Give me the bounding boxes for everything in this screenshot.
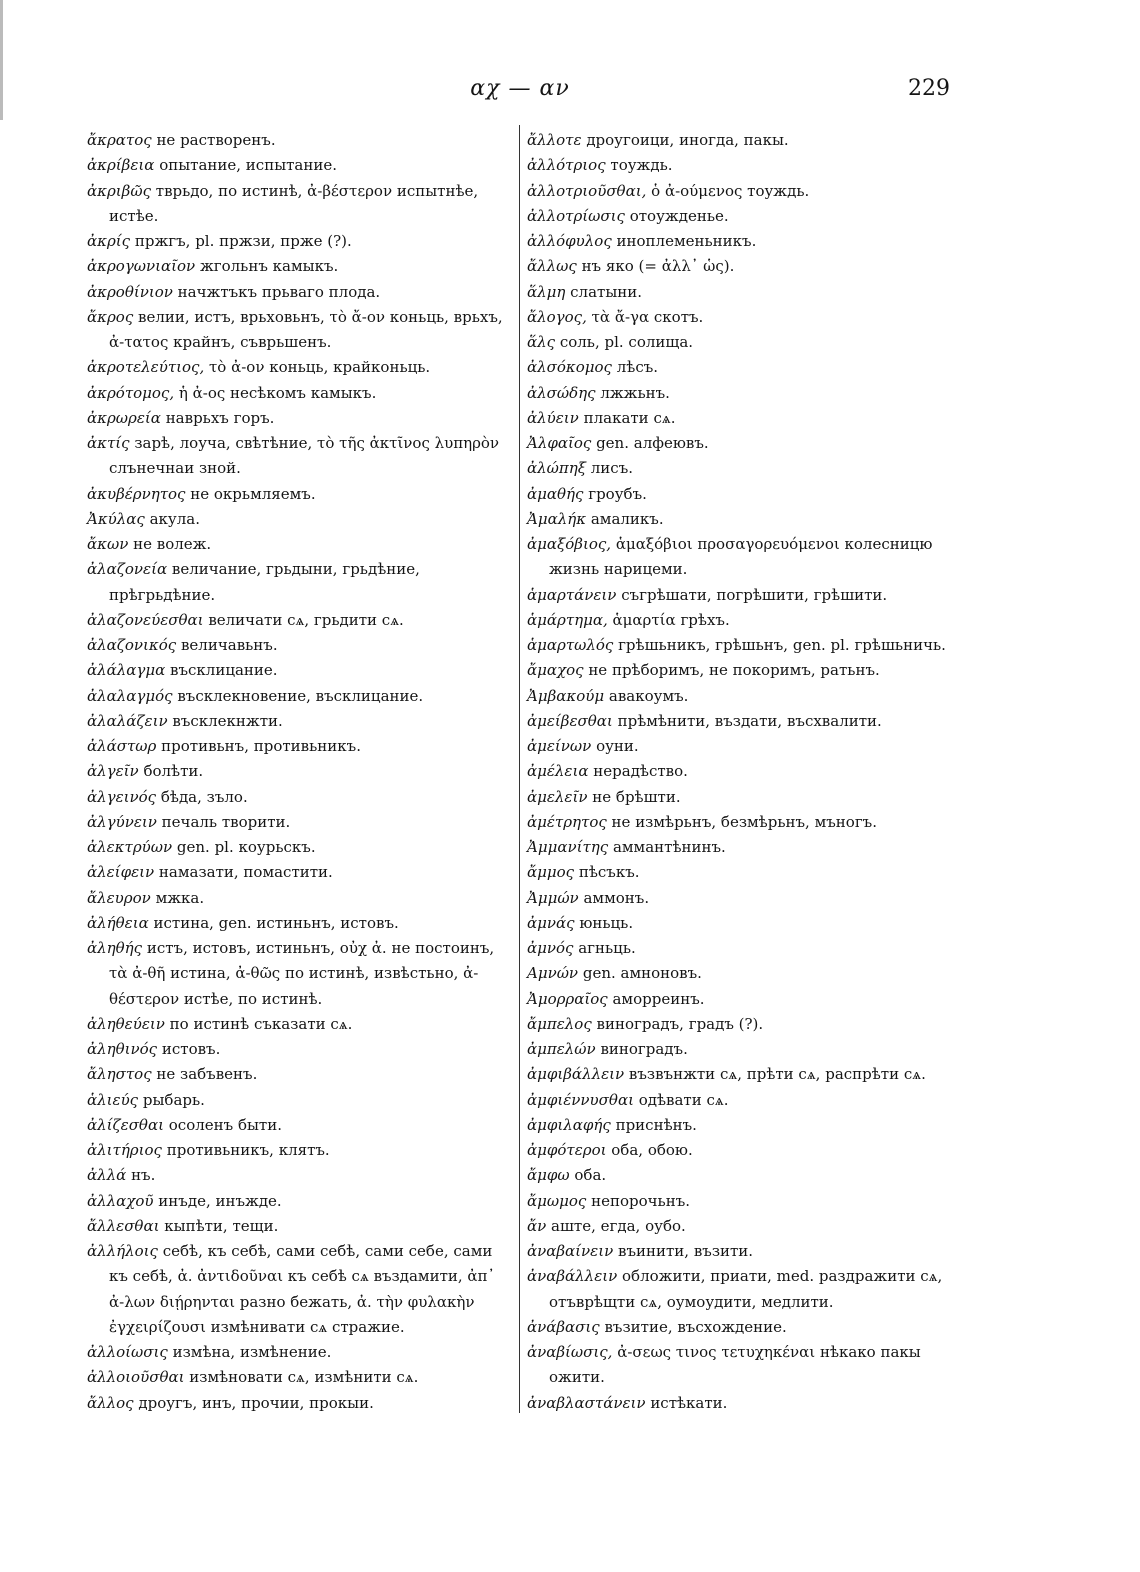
entry-gloss: τὸ ἀ-ον коньць, крайконьць. — [209, 358, 431, 377]
entry-headword: ἀλλόφυλος — [527, 232, 612, 250]
dictionary-entry — [527, 1189, 952, 1214]
entry-gloss: аморреинъ. — [612, 989, 705, 1008]
dictionary-entry — [527, 355, 952, 380]
entry-headword: ἀναβίωσις, — [527, 1343, 613, 1361]
entry-headword: ἀκρότομος, — [87, 383, 175, 402]
dictionary-entry — [87, 1391, 512, 1416]
entry-gloss: приснѣнъ. — [615, 1115, 697, 1134]
entry-headword: Ἀμαλήκ — [527, 509, 587, 528]
entry-gloss: не забъвенъ. — [156, 1065, 258, 1084]
left-column — [87, 128, 512, 1416]
dictionary-entry — [527, 835, 952, 860]
entry-gloss: аммонъ. — [583, 888, 650, 907]
dictionary-entry — [87, 1214, 512, 1239]
entry-headword: ἀμπελών — [527, 1040, 596, 1058]
entry-headword: ἀμέλεια — [527, 762, 589, 781]
dictionary-entry — [87, 633, 512, 658]
entry-headword: ἀληθεύειν — [87, 1014, 165, 1033]
dictionary-entry — [527, 810, 952, 835]
entry-headword: ἄμπελος — [527, 1014, 592, 1033]
dictionary-entry — [527, 431, 952, 456]
entry-gloss: лисъ. — [590, 459, 634, 478]
entry-gloss: аште, егда, оубо. — [551, 1216, 686, 1235]
dictionary-entry — [87, 557, 512, 608]
dictionary-entry — [87, 254, 512, 279]
entry-gloss: юньць. — [579, 913, 634, 932]
entry-headword: ἄλλως — [527, 257, 577, 276]
entry-headword: ἀλλοιοῦσθαι — [87, 1368, 185, 1387]
entry-headword: ἄμωμος — [527, 1191, 587, 1210]
entry-gloss: жгольнъ камыкъ. — [199, 257, 339, 276]
entry-gloss: gen. алфеювъ. — [596, 434, 709, 452]
dictionary-entry — [527, 1340, 952, 1391]
dictionary-entry — [527, 936, 952, 961]
entry-headword: Ἀμβακούμ — [527, 686, 605, 705]
entry-gloss: опытание, испытание. — [159, 156, 338, 175]
entry-headword: ἀμνός — [527, 939, 574, 957]
dictionary-entry — [87, 658, 512, 683]
entry-headword: ἀναβαίνειν — [527, 1242, 614, 1260]
dictionary-entry — [87, 1340, 512, 1365]
entry-headword: ἀμαξόβιος, — [527, 535, 612, 553]
entry-gloss: не растворенъ. — [156, 131, 276, 149]
entry-gloss: нъ яко (= ἀλλ᾽ ὡς). — [581, 257, 735, 276]
entry-gloss: ἁμαξόβιοι προσαγορευόμενοι колесницю жизнь нарицеми. — [549, 535, 933, 579]
entry-gloss: не брѣшти. — [592, 787, 681, 806]
entry-headword: ἄμαχος — [527, 661, 584, 680]
entry-headword: ἀλλοίωσις — [87, 1343, 168, 1361]
entry-gloss: дроугъ, инъ, прочии, прокыи. — [138, 1393, 374, 1412]
entry-headword: Ἀμμανίτης — [527, 838, 609, 856]
entry-headword: ἄλλος — [87, 1393, 134, 1412]
dictionary-entry — [527, 911, 952, 936]
entry-headword: ἀλεκτρύων — [87, 838, 173, 856]
dictionary-entry — [87, 355, 512, 380]
entry-headword: ἄν — [527, 1216, 547, 1235]
entry-headword: ἀμφιβάλλειν — [527, 1065, 625, 1084]
entry-gloss: агньць. — [578, 939, 636, 957]
entry-headword: ἄμμος — [527, 863, 575, 882]
entry-headword: ἄκρος — [87, 307, 134, 326]
entry-gloss: истѣкати. — [650, 1393, 728, 1412]
entry-gloss: тврьдо, по истинѣ, ἀ-βέστερον испытнѣе, истѣе. — [109, 181, 479, 225]
entry-gloss: виноградъ, градъ (?). — [596, 1014, 764, 1033]
entry-headword: ἀλώπηξ — [527, 459, 586, 478]
entry-headword: ἀλλαχοῦ — [87, 1191, 154, 1210]
entry-headword: ἀμέτρητος — [527, 812, 607, 831]
entry-gloss: аммантѣнинъ. — [612, 838, 726, 856]
dictionary-entry — [87, 431, 512, 482]
entry-gloss: лѣсъ. — [616, 358, 659, 377]
entry-headword: ἀλαζονικός — [87, 636, 177, 654]
dictionary-entry — [527, 406, 952, 431]
entry-gloss: измѣна, измѣнение. — [172, 1343, 332, 1361]
entry-headword: ἀμείβεσθαι — [527, 711, 613, 730]
entry-gloss: истъ, истовъ, истиньнъ, οὐχ ἀ. не постоинъ, τὰ ἀ-θῆ истина, ἀ-θῶς по истинѣ, извѣстьно, ἀ-θέστερον истѣе, по истинѣ. — [109, 939, 495, 1008]
entry-gloss: намазати, помастити. — [158, 863, 333, 882]
entry-headword: ἀκροτελεύτιος, — [87, 358, 205, 377]
entry-gloss: тоуждь. — [610, 156, 673, 175]
entry-gloss: истовъ. — [161, 1040, 221, 1058]
dictionary-entry — [527, 254, 952, 279]
entry-gloss: оуни. — [596, 737, 639, 755]
entry-gloss: противьникъ, клятъ. — [166, 1141, 330, 1159]
dictionary-entry — [87, 1113, 512, 1138]
entry-headword: ἀλύειν — [527, 408, 579, 427]
entry-headword: ἀκρωρεία — [87, 408, 161, 427]
dictionary-entry — [87, 1239, 512, 1340]
entry-headword: ἀμφιλαφής — [527, 1115, 611, 1134]
entry-gloss: противьнъ, противьникъ. — [161, 737, 361, 755]
entry-headword: ἀλγύνειν — [87, 812, 157, 831]
entry-headword: ἀκρογωνιαῖον — [87, 257, 196, 276]
entry-gloss: величание, грьдыни, грьдѣние, прѣгрьдѣние. — [109, 560, 420, 604]
entry-gloss: бѣда, зъло. — [160, 787, 248, 806]
entry-gloss: τὰ ἄ-γα скотъ. — [591, 307, 704, 326]
dictionary-entry — [527, 1264, 952, 1315]
entry-gloss: зарѣ, лоуча, свѣтѣние, τὸ τῆς ἀκτῖνος λυπηρὸν слънечнаи зной. — [109, 434, 500, 478]
entry-headword: ἀκτίς — [87, 434, 130, 452]
entry-headword: ἁλιεύς — [87, 1090, 139, 1109]
dictionary-entry — [527, 734, 952, 759]
entry-headword: ἀκρίβεια — [87, 156, 155, 175]
dictionary-entry — [87, 128, 512, 153]
entry-gloss: авакоумъ. — [608, 686, 689, 705]
entry-gloss: не волеж. — [133, 535, 212, 553]
dictionary-entry — [87, 179, 512, 230]
entry-headword: ἀληθής — [87, 939, 143, 957]
entry-headword: ἀλαλάζειν — [87, 711, 168, 730]
dictionary-entry — [87, 153, 512, 178]
dictionary-entry — [527, 532, 952, 583]
dictionary-entry — [527, 305, 952, 330]
entry-headword: ἀλαζονεύεσθαι — [87, 610, 204, 629]
entry-headword: ἀμφιέννυσθαι — [527, 1090, 634, 1109]
entry-gloss: виноградъ. — [600, 1040, 688, 1058]
entry-headword: ἁμάρτημα, — [527, 610, 608, 629]
dictionary-entry — [87, 280, 512, 305]
dictionary-entry — [527, 456, 952, 481]
entry-gloss: прѣмѣнити, въздати, въсхвалити. — [617, 711, 882, 730]
dictionary-entry — [87, 734, 512, 759]
entry-gloss: начжтъкъ прьваго плода. — [177, 282, 381, 301]
dictionary-entry — [527, 961, 952, 986]
entry-gloss: нерадѣство. — [593, 762, 688, 781]
right-column — [527, 128, 952, 1416]
entry-headword: ἀκριβῶς — [87, 181, 151, 200]
entry-headword: ἄλογος, — [527, 307, 587, 326]
dictionary-entry — [527, 280, 952, 305]
entry-headword: ἀλιτήριος — [87, 1141, 162, 1159]
entry-headword: ἀλσώδης — [527, 383, 596, 402]
dictionary-entry — [87, 608, 512, 633]
dictionary-entry — [527, 608, 952, 633]
entry-gloss: величавьнъ. — [180, 636, 278, 654]
entry-gloss: себѣ, къ себѣ, сами себѣ, сами себе, сами къ себѣ, ἀ. ἀντιδοῦναι къ себѣ сѧ въздамити, ἀπ᾽ ἀ-λων διῄρηνται разно бежать, ἀ. τὴν φυλακὴν ἐγχειρίζουσι измѣнивати сѧ стражие. — [109, 1242, 495, 1336]
dictionary-entry — [87, 532, 512, 557]
entry-headword: ἀμφότεροι — [527, 1141, 607, 1159]
entry-headword: ἁμαρτωλός — [527, 636, 614, 654]
entry-gloss: не прѣборимъ, не покоримъ, ратьнъ. — [588, 661, 880, 680]
entry-headword: ἀλίζεσθαι — [87, 1115, 164, 1134]
entry-headword: ἁμαρτάνειν — [527, 585, 617, 604]
entry-headword: Ἀλφαῖος — [527, 434, 592, 452]
dictionary-entry — [527, 709, 952, 734]
entry-gloss: въсклекновение, въсклицание. — [177, 686, 424, 705]
dictionary-entry — [87, 406, 512, 431]
entry-gloss: оба, обою. — [611, 1141, 693, 1159]
entry-gloss: по истинѣ съказати сѧ. — [169, 1014, 353, 1033]
dictionary-entry — [87, 810, 512, 835]
entry-gloss: соль, pl. солища. — [559, 333, 694, 351]
entry-gloss: въсклицание. — [170, 661, 278, 680]
entry-headword: ἀλείφειν — [87, 863, 155, 882]
dictionary-entry — [87, 482, 512, 507]
entry-gloss: не окрьмляемъ. — [190, 484, 316, 503]
dictionary-entry — [527, 1037, 952, 1062]
dictionary-entry — [87, 1088, 512, 1113]
entry-headword: ἀκρίς — [87, 232, 131, 250]
entry-gloss: инъде, инъжде. — [158, 1191, 282, 1210]
dictionary-entry — [87, 1062, 512, 1087]
entry-gloss: gen. pl. коурьскъ. — [176, 838, 316, 856]
dictionary-entry — [527, 179, 952, 204]
entry-headword: ἀληθινός — [87, 1040, 158, 1058]
entry-gloss: обложити, приати, med. раздражити сѧ, отъврѣщти сѧ, оумоудити, медлити. — [549, 1267, 943, 1311]
dictionary-entry — [527, 1138, 952, 1163]
entry-headword: ἀμνάς — [527, 913, 575, 932]
entry-headword: ἀλήθεια — [87, 913, 149, 932]
dictionary-entry — [87, 1365, 512, 1390]
dictionary-entry — [527, 128, 952, 153]
dictionary-entry — [87, 381, 512, 406]
entry-gloss: истина, gen. истиньнъ, истовъ. — [153, 913, 399, 932]
dictionary-entry — [87, 886, 512, 911]
dictionary-entry — [527, 1315, 952, 1340]
entry-gloss: иноплеменьникъ. — [616, 232, 757, 250]
dictionary-entry — [527, 507, 952, 532]
entry-gloss: ἡ ἀ-ος несѣкомъ камыкъ. — [178, 383, 377, 402]
entry-gloss: акула. — [149, 509, 200, 528]
entry-headword: ἀκυβέρνητος — [87, 484, 186, 503]
entry-headword: ἀκροθίνιον — [87, 282, 173, 301]
entry-gloss: съгрѣшати, погрѣшити, грѣшити. — [621, 585, 888, 604]
entry-gloss: одѣвати сѧ. — [638, 1090, 729, 1109]
entry-headword: Αμνών — [527, 964, 579, 983]
entry-headword: ἀλγεινός — [87, 787, 157, 806]
entry-gloss: осоленъ быти. — [168, 1115, 282, 1134]
dictionary-entry — [527, 204, 952, 229]
dictionary-entry — [87, 1012, 512, 1037]
dictionary-entry — [87, 911, 512, 936]
dictionary-entry — [527, 1012, 952, 1037]
entry-headword: ἀλσόκομος — [527, 358, 612, 377]
entry-gloss: амаликъ. — [590, 509, 664, 528]
entry-gloss: пѣсъкъ. — [578, 863, 640, 882]
entry-headword: ἄλλοτε — [527, 131, 582, 149]
dictionary-entry — [527, 785, 952, 810]
entry-headword: ἀλλοτρίωσις — [527, 206, 625, 225]
dictionary-entry — [527, 1062, 952, 1087]
entry-gloss: въинити, възити. — [618, 1242, 754, 1260]
page-number: 229 — [908, 76, 950, 101]
entry-headword: Ἀκύλας — [87, 509, 145, 528]
dictionary-entry — [527, 684, 952, 709]
entry-headword: ἄλευρον — [87, 888, 151, 907]
dictionary-entry — [527, 330, 952, 355]
entry-headword: ἀμελεῖν — [527, 787, 588, 806]
page-header — [0, 76, 1140, 110]
dictionary-entry — [87, 785, 512, 810]
entry-gloss: нъ. — [131, 1166, 156, 1185]
entry-headword: ἅλμη — [527, 282, 566, 301]
entry-gloss: рыбарь. — [142, 1090, 205, 1109]
dictionary-entry — [527, 1113, 952, 1138]
dictionary-entry — [527, 153, 952, 178]
running-head: αχ — αν — [470, 76, 570, 101]
dictionary-entry — [527, 229, 952, 254]
entry-headword: ἀλλήλοις — [87, 1242, 158, 1260]
entry-gloss: отоужденье. — [629, 206, 729, 225]
entry-gloss: велии, истъ, врьховьнъ, τὸ ἄ-ον коньць, врьхъ, ἀ-τατος крайнъ, съврьшенъ. — [109, 307, 503, 351]
entry-headword: ἀναβλαστάνειν — [527, 1393, 646, 1412]
entry-gloss: не измѣрьнъ, безмѣрьнъ, мъногъ. — [611, 812, 877, 831]
dictionary-entry — [527, 658, 952, 683]
dictionary-entry — [87, 759, 512, 784]
entry-gloss: слатыни. — [570, 282, 643, 301]
dictionary-entry — [527, 759, 952, 784]
entry-headword: ἀλλότριος — [527, 156, 606, 175]
dictionary-entry — [527, 860, 952, 885]
dictionary-entry — [87, 305, 512, 356]
dictionary-entry — [527, 482, 952, 507]
entry-gloss: ἁμαρτία грѣхъ. — [612, 610, 730, 629]
entry-headword: ἅλς — [527, 333, 556, 351]
dictionary-entry — [527, 987, 952, 1012]
entry-gloss: ἀ-σεως τινος τετυχηκέναι нѣкако пакы ожити. — [549, 1343, 921, 1387]
dictionary-entry — [87, 507, 512, 532]
dictionary-entry — [87, 709, 512, 734]
dictionary-entry — [527, 583, 952, 608]
entry-gloss: величати сѧ, грьдити сѧ. — [208, 610, 404, 629]
entry-gloss: дроугоици, иногда, пакы. — [586, 131, 789, 149]
dictionary-entry — [527, 1163, 952, 1188]
entry-headword: Ἀμορραῖος — [527, 989, 608, 1008]
entry-gloss: възитие, въсхождение. — [604, 1317, 787, 1336]
entry-gloss: измѣновати сѧ, измѣнити сѧ. — [189, 1368, 419, 1387]
dictionary-entry — [527, 1214, 952, 1239]
entry-gloss: кыпѣти, тещи. — [164, 1216, 279, 1235]
dictionary-entry — [527, 1088, 952, 1113]
entry-gloss: въсклекнжти. — [172, 711, 283, 730]
entry-headword: Ἀμμών — [527, 888, 579, 907]
dictionary-entry — [87, 936, 512, 1012]
entry-gloss: непорочьнъ. — [591, 1191, 691, 1210]
entry-gloss: наврьхъ горъ. — [165, 408, 275, 427]
entry-gloss: лжжьнъ. — [600, 383, 670, 402]
entry-headword: ἄκων — [87, 535, 129, 553]
entry-headword: ἀλάστωρ — [87, 737, 157, 755]
dictionary-entry — [87, 860, 512, 885]
dictionary-entry — [87, 1037, 512, 1062]
entry-headword: ἀλαζονεία — [87, 560, 168, 579]
dictionary-entry — [527, 381, 952, 406]
dictionary-entry — [87, 1189, 512, 1214]
entry-headword: ἄλλεσθαι — [87, 1216, 160, 1235]
dictionary-entry — [527, 633, 952, 658]
entry-gloss: оба. — [574, 1166, 607, 1185]
dictionary-entry — [87, 684, 512, 709]
entry-headword: ἀλάλαγμα — [87, 661, 166, 680]
entry-headword: ἀναβάλλειν — [527, 1267, 618, 1286]
entry-gloss: мжка. — [155, 888, 205, 907]
dictionary-entry — [527, 886, 952, 911]
entry-gloss: печаль творити. — [161, 812, 291, 831]
entry-gloss: възвънжти сѧ, прѣти сѧ, распрѣти сѧ. — [628, 1065, 926, 1084]
entry-gloss: gen. амноновъ. — [582, 964, 702, 983]
entry-headword: ἀλαλαγμός — [87, 686, 173, 705]
dictionary-entry — [87, 229, 512, 254]
entry-headword: ἄμφω — [527, 1166, 570, 1185]
entry-gloss: ὁ ἀ-ούμενος тоуждь. — [651, 181, 810, 200]
entry-headword: ἄκρατος — [87, 131, 152, 149]
entry-gloss: грѣшьникъ, грѣшьнъ, gen. pl. грѣшьничь. — [618, 636, 946, 654]
entry-gloss: плакати сѧ. — [583, 408, 676, 427]
entry-headword: ἀλγεῖν — [87, 762, 139, 781]
entry-headword: ἀλλοτριοῦσθαι, — [527, 181, 647, 200]
entry-headword: ἀλλά — [87, 1166, 127, 1185]
entry-gloss: пржгъ, pl. пржзи, прже (?). — [134, 232, 352, 250]
entry-gloss: болѣти. — [143, 762, 204, 781]
entry-headword: ἀνάβασις — [527, 1317, 600, 1336]
entry-gloss: гроубъ. — [588, 484, 647, 503]
column-divider — [519, 125, 520, 1413]
dictionary-entry — [527, 1239, 952, 1264]
entry-headword: ἀμαθής — [527, 484, 584, 503]
dictionary-entry — [87, 1163, 512, 1188]
entry-headword: ἄληστος — [87, 1065, 152, 1084]
dictionary-entry — [87, 835, 512, 860]
dictionary-entry — [527, 1391, 952, 1416]
dictionary-entry — [87, 1138, 512, 1163]
entry-headword: ἀμείνων — [527, 737, 592, 755]
